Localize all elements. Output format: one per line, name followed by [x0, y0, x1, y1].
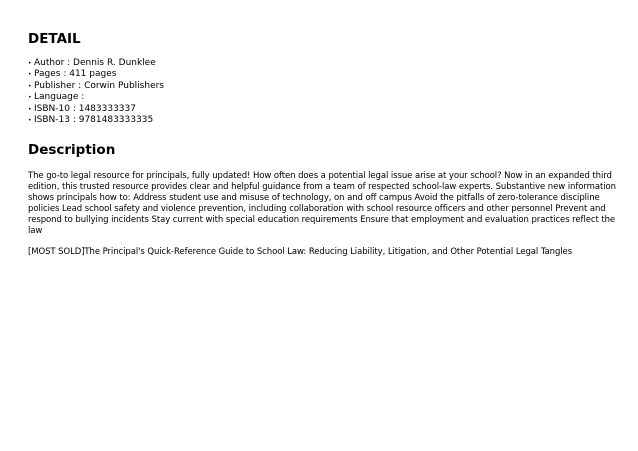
bullet-icon: •: [28, 71, 32, 79]
detail-item-label: ISBN-13 : 9781483333335: [34, 115, 154, 126]
detail-item-isbn13: [28, 115, 618, 126]
detail-item-label: Author : Dennis R. Dunklee: [34, 58, 156, 68]
bullet-icon: •: [28, 105, 32, 113]
detail-item-label: Publisher : Corwin Publishers: [34, 80, 164, 91]
detail-list: [28, 58, 618, 126]
description-heading: Description: [28, 142, 116, 159]
bullet-icon: •: [28, 60, 32, 67]
detail-item-author: [28, 58, 618, 69]
detail-item-language: [28, 92, 618, 103]
bullet-icon: •: [28, 82, 32, 90]
detail-item-label: Pages : 411 pages: [34, 69, 117, 80]
detail-item-isbn10: [28, 104, 618, 115]
page-content: [28, 30, 618, 258]
detail-item-publisher: [28, 81, 618, 92]
description-body: The go-to legal resource for principals, fully updated! How often does a potential legal issue arise at your school? Now in an expanded third edition, this trusted resource provides clear and helpful guidance from a team of respected school-law experts. Substantive new information shows principals how to: Address student use and misuse of technology, on and off campus Avoid the pitfalls of zero-tolerance discipline policies Lead school safety and violence prevention, including collaboration with school resource officers and other personnel Prevent and respond to bullying incidents Stay current with special education requirements Ensure that employment and evaluation practices reflect the law: [28, 171, 616, 236]
detail-item-pages: [28, 69, 618, 80]
detail-heading: DETAIL: [28, 31, 81, 47]
bullet-icon: •: [28, 94, 32, 102]
bullet-icon: •: [28, 117, 32, 125]
description-tagline: [MOST SOLD]The Principal's Quick-Reference Guide to School Law: Reducing Liability, Litigation, and Other Potential Legal Tangles: [28, 246, 573, 257]
detail-item-label: ISBN-10 : 1483333337: [34, 103, 136, 114]
detail-item-label: Language :: [34, 92, 85, 103]
